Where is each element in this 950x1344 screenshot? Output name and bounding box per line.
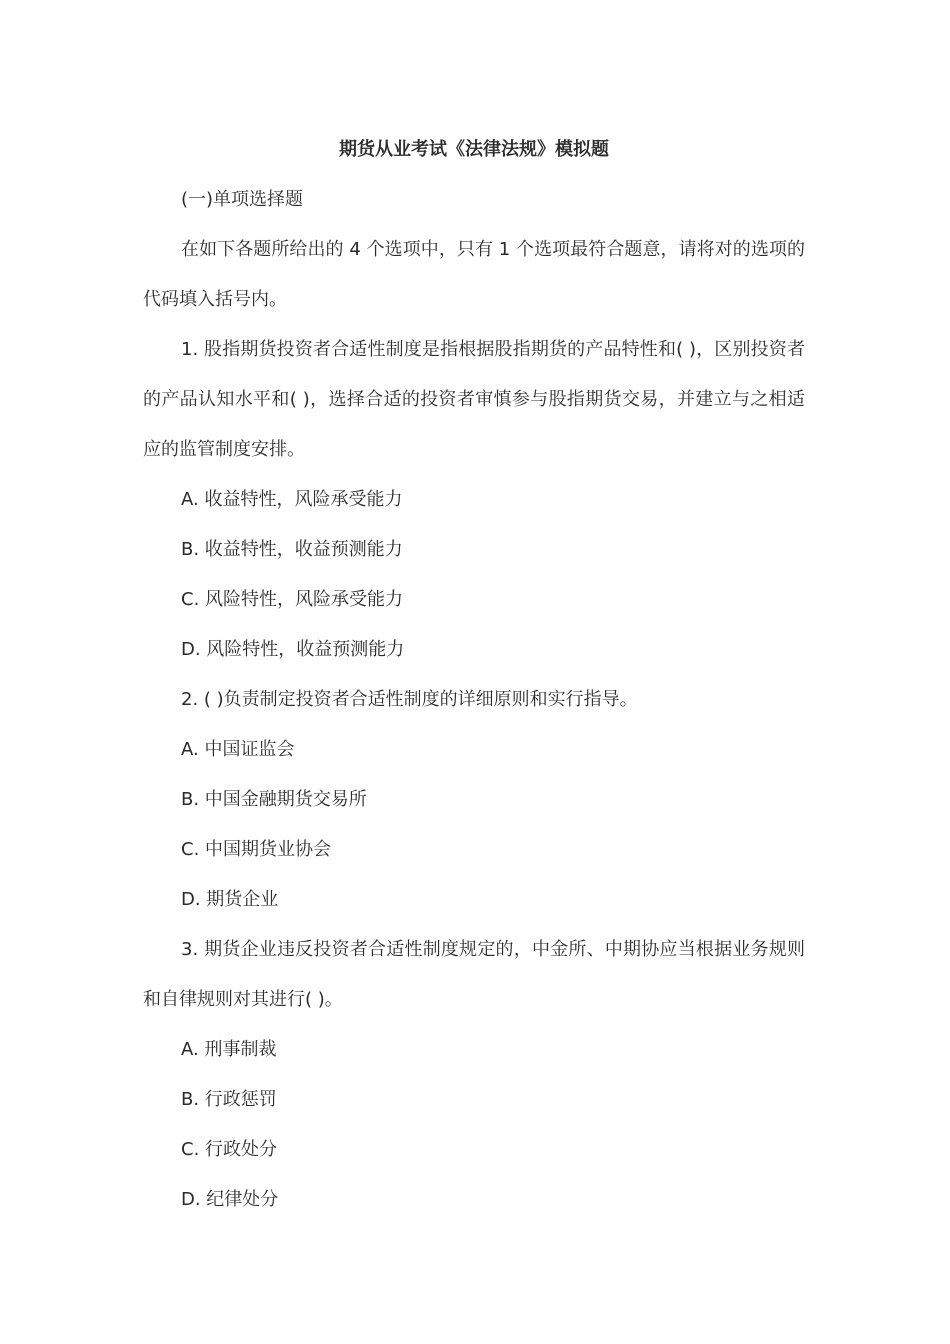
question-option: A. 收益特性，风险承受能力 [181, 489, 403, 510]
question-stem: 1. 股指期货投资者合适性制度是指根据股指期货的产品特性和( )，区别投资者的产品认知水平和( )，选择合适的投资者审慎参与股指期货交易，并建立与之相适应的监管制度安排。 [143, 339, 805, 460]
question-option: C. 风险特性，风险承受能力 [181, 589, 404, 610]
document-body [143, 125, 805, 1225]
question-stem: 2. ( )负责制定投资者合适性制度的详细原则和实行指导。 [181, 689, 638, 710]
question-3 [143, 925, 805, 1225]
question-option: C. 行政处分 [181, 1139, 278, 1160]
question-1 [143, 325, 805, 675]
question-option: A. 刑事制裁 [181, 1039, 277, 1060]
instructions-paragraph: 在如下各题所给出的 4 个选项中，只有 1 个选项最符合题意，请将对的选项的代码填入括号内。 [143, 239, 805, 310]
section-heading: (一)单项选择题 [181, 189, 304, 210]
question-option: A. 中国证监会 [181, 739, 295, 760]
question-2 [143, 675, 805, 925]
question-option: D. 期货企业 [181, 889, 279, 910]
document-title: 期货从业考试《法律法规》模拟题 [339, 139, 609, 160]
question-option: B. 收益特性，收益预测能力 [181, 539, 403, 560]
question-option: C. 中国期货业协会 [181, 839, 332, 860]
question-option: D. 风险特性，收益预测能力 [181, 639, 405, 660]
question-option: D. 纪律处分 [181, 1189, 279, 1210]
question-option: B. 行政惩罚 [181, 1089, 277, 1110]
question-stem: 3. 期货企业违反投资者合适性制度规定的，中金所、中期协应当根据业务规则和自律规则对其进行( )。 [143, 939, 805, 1010]
question-option: B. 中国金融期货交易所 [181, 789, 367, 810]
